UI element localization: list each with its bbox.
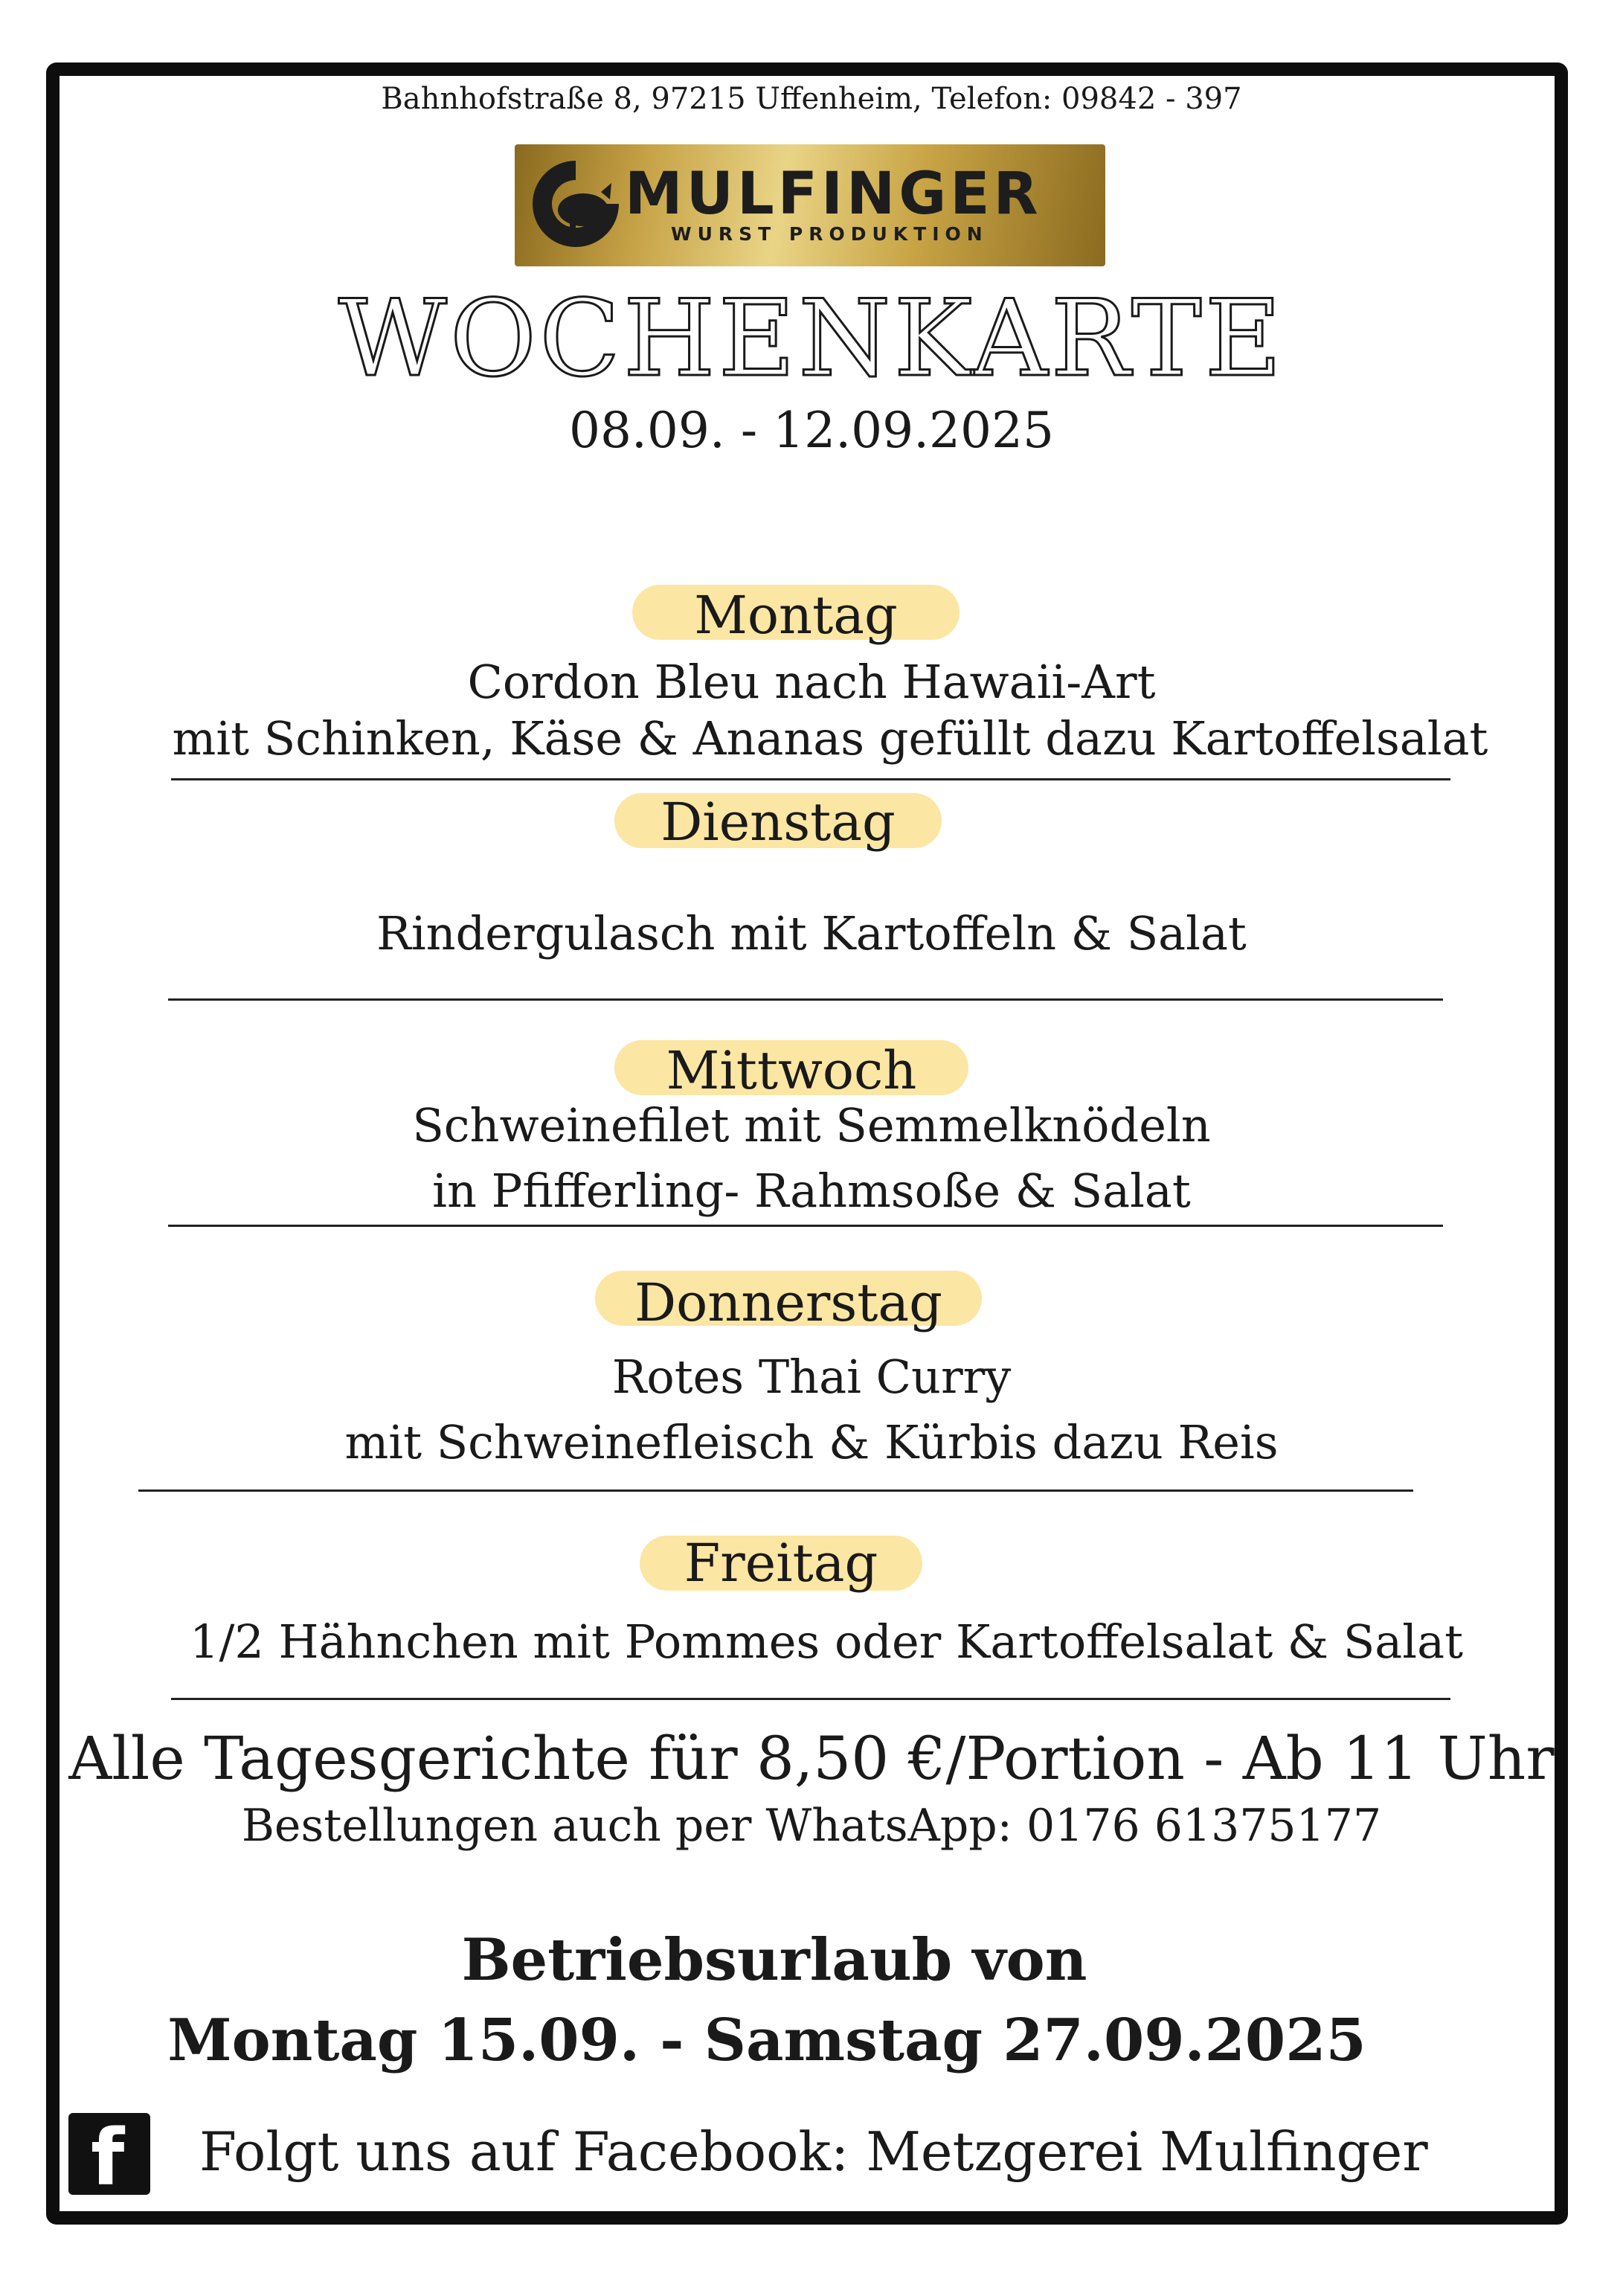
pig-logo-icon [528, 156, 623, 254]
whatsapp-order-info: Bestellungen auch per WhatsApp: 0176 61375177 [241, 1800, 1382, 1852]
facebook-icon [68, 2112, 150, 2203]
dish-donnerstag-line2: mit Schweinefleisch & Kürbis dazu Reis [344, 1415, 1279, 1469]
logo-brand-name: MULFINGER [625, 161, 1042, 228]
divider [168, 1225, 1443, 1227]
logo-subtitle: WURST PRODUKTION [671, 223, 989, 245]
day-heading-donnerstag: Donnerstag [634, 1272, 942, 1333]
price-info: Alle Tagesgerichte für 8,50 €/Portion - Ab 11 Uhr [68, 1724, 1555, 1793]
facebook-follow-text: Folgt uns auf Facebook: Metzgerei Mulfinger [199, 2120, 1428, 2183]
divider [171, 1698, 1450, 1700]
dish-freitag-line1: 1/2 Hähnchen mit Pommes oder Kartoffelsalat & Salat [190, 1614, 1463, 1669]
mulfinger-logo [515, 144, 1105, 266]
page-title: WOCHENKARTE [338, 278, 1285, 400]
address-line: Bahnhofstraße 8, 97215 Uffenheim, Telefon: 09842 - 397 [381, 82, 1242, 116]
dish-dienstag-line1: Rindergulasch mit Kartoffeln & Salat [376, 906, 1247, 961]
dish-montag-line1: Cordon Bleu nach Hawaii-Art [467, 655, 1156, 709]
week-dates: 08.09. - 12.09.2025 [568, 402, 1055, 459]
day-heading-montag: Montag [694, 585, 898, 646]
dish-mittwoch-line2: in Pfifferling- Rahmsoße & Salat [432, 1164, 1191, 1218]
divider [138, 1489, 1413, 1492]
dish-montag-line2: mit Schinken, Käse & Ananas gefüllt dazu Kartoffelsalat [172, 711, 1488, 766]
facebook-icon-letter: f [91, 2112, 125, 2203]
holiday-heading: Betriebsurlaub von [461, 1926, 1087, 1994]
divider [171, 778, 1450, 780]
divider [168, 998, 1443, 1001]
dish-mittwoch-line1: Schweinefilet mit Semmelknödeln [412, 1098, 1211, 1152]
day-heading-mittwoch: Mittwoch [666, 1040, 917, 1101]
holiday-dates: Montag 15.09. - Samstag 27.09.2025 [167, 2007, 1366, 2074]
day-heading-dienstag: Dienstag [661, 792, 896, 853]
day-heading-freitag: Freitag [684, 1533, 878, 1594]
dish-donnerstag-line1: Rotes Thai Curry [611, 1350, 1012, 1404]
